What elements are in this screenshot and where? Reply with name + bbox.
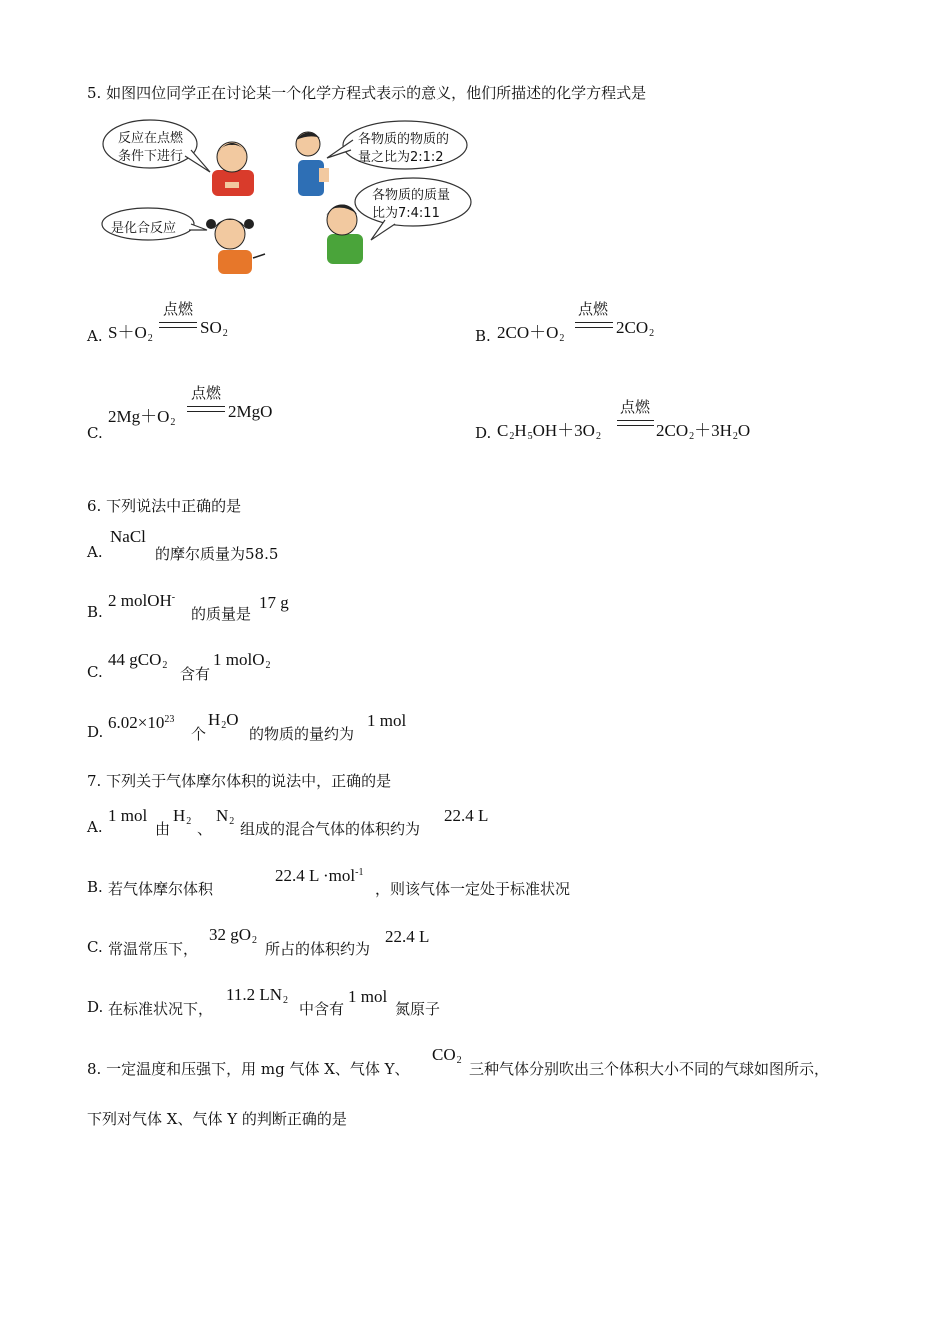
q5-option-d-label[interactable]: D. <box>475 424 492 442</box>
q5-option-a-condition: 点燃 <box>162 300 193 318</box>
bubble-2-text-line1: 各物质的物质的 <box>358 132 450 147</box>
q7-option-a-label[interactable]: A. <box>87 818 103 836</box>
q7-option-a-text3: 组成的混合气体的体积约为 <box>240 820 421 838</box>
q6-option-b-label[interactable]: B. <box>87 603 103 621</box>
q7-option-c-label[interactable]: C. <box>87 938 103 956</box>
q6-option-b-mass: 17 g <box>259 593 289 612</box>
q5-option-c-label[interactable]: C. <box>87 424 103 442</box>
q6-option-a-formula: NaCl <box>110 527 146 546</box>
q5-option-d-products: $2CO_2+3H_2O$ <box>656 421 751 442</box>
q7-option-a-h2: $H_2$ <box>173 806 192 827</box>
student-3-figure <box>206 219 265 274</box>
q5-option-a-label[interactable]: A. <box>87 327 103 345</box>
q5-option-a-equals-sign <box>159 322 197 328</box>
q6-option-b-text: 的质量是 <box>191 605 252 623</box>
q6-option-a-text: 的摩尔质量为58.5 <box>155 545 279 563</box>
q5-option-d-condition: 点燃 <box>619 398 650 416</box>
student-4-figure <box>326 204 363 264</box>
q8-co2-formula: $CO_2$ <box>432 1045 462 1066</box>
q5-option-b-label[interactable]: B. <box>475 327 491 345</box>
q5-stem: 5. 如图四位同学正在讨论某一个化学方程式表示的意义，他们所描述的化学方程式是 <box>87 84 647 102</box>
q7-option-d-text2: 中含有 <box>299 1000 345 1018</box>
q7-option-c-volume: 22.4 L <box>385 927 430 946</box>
q7-option-d-formula: 11.2 $LN_2$ <box>226 985 289 1006</box>
q6-option-d-formula: $H_2O$ <box>208 710 239 731</box>
q5-option-a-reactants: $S+O_2$ <box>108 323 153 344</box>
bubble-4-text: 是化合反应 <box>111 221 177 236</box>
q7-option-d-text1: 在标准状况下， <box>108 1000 214 1018</box>
q6-option-d-label[interactable]: D. <box>87 723 104 741</box>
q7-option-b-text2: ，则该气体一定处于标准状况 <box>375 880 571 898</box>
bubble-3-text-line1: 各物质的质量 <box>372 188 451 203</box>
student-1-figure <box>212 142 254 196</box>
q5-option-c-reactants: $2Mg+O_2$ <box>108 407 176 428</box>
q6-option-d-text1: 个 <box>191 725 207 743</box>
q5-option-d-reactants: $C_2H_5OH+3O_2$ <box>497 421 601 442</box>
q7-option-b-value: 22.4 L ·mol$^{-1}$ <box>275 866 364 885</box>
q7-option-a-amount: 1 mol <box>108 806 148 825</box>
bubble-3-text-line2: 比为7:4:11 <box>372 206 440 221</box>
q6-option-c-formula1: 44 gCO$_2$ <box>108 650 168 671</box>
q8-stem-part2: 三种气体分别吹出三个体积大小不同的气球如图所示， <box>469 1060 830 1078</box>
q7-option-a-volume: 22.4 L <box>444 806 489 825</box>
q8-stem-part1: 8. 一定温度和压强下，用 mg 气体 X、气体 Y、 <box>87 1060 410 1078</box>
q6-option-d-amount: 1 mol <box>367 711 407 730</box>
q6-option-c-formula2: 1 molO$_2$ <box>213 650 271 671</box>
q7-option-a-text1: 由 <box>155 820 171 838</box>
q7-option-d-amount: 1 mol <box>348 987 388 1006</box>
q7-option-a-text2: 、 <box>197 820 213 838</box>
q7-option-b-label[interactable]: B. <box>87 878 103 896</box>
q6-stem: 6. 下列说法中正确的是 <box>87 497 242 515</box>
q5-option-b-condition: 点燃 <box>577 300 608 318</box>
q6-option-d-number: $6.02\times 10^{23}$ <box>108 713 175 732</box>
q7-stem: 7. 下列关于气体摩尔体积的说法中，正确的是 <box>87 772 392 790</box>
bubble-1-text-line1: 反应在点燃 <box>118 131 184 146</box>
q5-option-c-condition: 点燃 <box>190 384 221 402</box>
q5-option-b-equals-sign <box>575 322 613 328</box>
student-2-figure <box>296 132 329 196</box>
q5-option-d-equals-sign <box>617 420 654 426</box>
q5-option-b-reactants: $2CO+O_2$ <box>497 323 565 344</box>
bubble-2-text-line2: 量之比为2:1:2 <box>358 150 444 165</box>
q5-option-c-equals-sign <box>187 406 225 412</box>
q7-option-b-text1: 若气体摩尔体积 <box>108 880 214 898</box>
q7-option-c-formula: 32 $gO_2$ <box>209 925 258 946</box>
q7-option-a-n2: $N_2$ <box>216 806 235 827</box>
q5-option-b-products: $2CO_2$ <box>616 318 655 339</box>
q6-option-b-formula: 2 molOH- <box>108 591 176 610</box>
bubble-1-text-line2: 条件下进行 <box>118 149 184 164</box>
q8-stem-line2: 下列对气体 X、气体 Y 的判断正确的是 <box>87 1110 347 1128</box>
q6-option-c-label[interactable]: C. <box>87 663 103 681</box>
q7-option-c-text1: 常温常压下， <box>108 940 199 958</box>
q7-option-d-text3: 氮原子 <box>395 1000 441 1018</box>
q5-option-c-products: 2MgO <box>228 402 273 421</box>
q5-option-a-products: $SO_2$ <box>200 318 228 339</box>
q6-option-d-text2: 的物质的量约为 <box>249 725 355 743</box>
q7-option-c-text2: 所占的体积约为 <box>265 940 371 958</box>
q7-option-d-label[interactable]: D. <box>87 998 104 1016</box>
q6-option-a-label[interactable]: A. <box>87 543 103 561</box>
q6-option-c-text: 含有 <box>180 665 211 683</box>
